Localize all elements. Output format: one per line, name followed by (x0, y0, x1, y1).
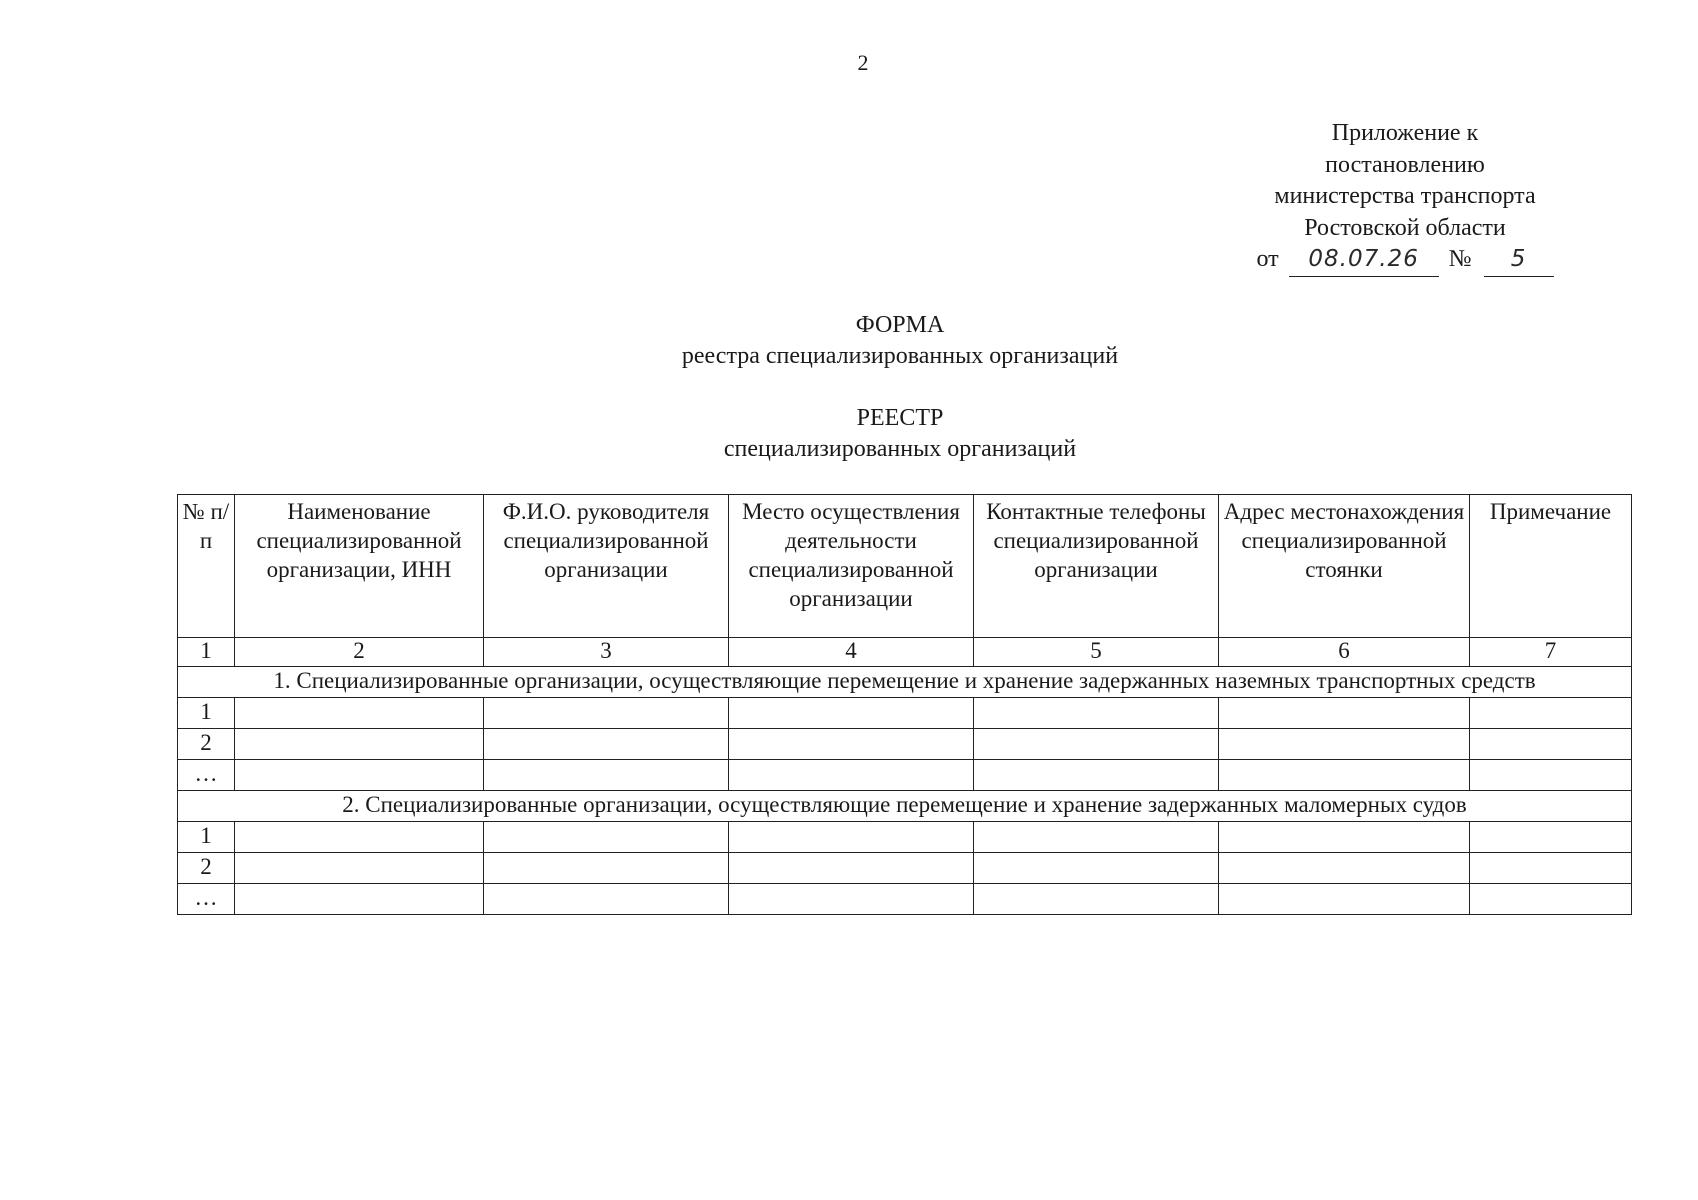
empty-cell (484, 729, 729, 760)
row-number: … (178, 760, 235, 791)
column-header: Контактные телефоны специализированной организации (974, 495, 1219, 638)
register-subtitle: специализированных организаций (723, 436, 1077, 462)
empty-cell (235, 729, 484, 760)
row-number: 1 (178, 698, 235, 729)
empty-cell (974, 822, 1219, 853)
column-header: № п/п (178, 495, 235, 638)
decree-reference (1230, 244, 1580, 277)
empty-cell (1219, 698, 1470, 729)
empty-cell (974, 760, 1219, 791)
row-number: 2 (178, 853, 235, 884)
empty-cell (235, 760, 484, 791)
column-header: Примечание (1470, 495, 1632, 638)
empty-cell (235, 698, 484, 729)
section-row (178, 791, 1632, 822)
section-title: 1. Специализированные организации, осуществляющие перемещение и хранение задержанных наземных транспортных средств (178, 667, 1632, 698)
empty-cell (484, 698, 729, 729)
number-label: № (1448, 246, 1472, 272)
column-number: 1 (178, 638, 235, 667)
column-number: 3 (484, 638, 729, 667)
column-header: Наименование специализированной организации, ИНН (235, 495, 484, 638)
appendix-block (1230, 118, 1580, 277)
empty-cell (974, 698, 1219, 729)
empty-cell (729, 853, 974, 884)
column-number-row (178, 638, 1632, 667)
page-number: 2 (857, 50, 869, 75)
empty-cell (729, 760, 974, 791)
column-header: Ф.И.О. руководителя специализированной организации (484, 495, 729, 638)
empty-cell (974, 884, 1219, 915)
column-header: Адрес местонахождения специализированной стоянки (1219, 495, 1470, 638)
form-heading (600, 310, 1200, 372)
empty-cell (1470, 698, 1632, 729)
row-number: 1 (178, 822, 235, 853)
table-row (178, 698, 1632, 729)
row-number: 2 (178, 729, 235, 760)
empty-cell (235, 884, 484, 915)
empty-cell (1470, 822, 1632, 853)
column-number: 6 (1219, 638, 1470, 667)
from-label: от (1256, 246, 1279, 272)
empty-cell (484, 884, 729, 915)
empty-cell (235, 853, 484, 884)
table-row (178, 884, 1632, 915)
appendix-line: Ростовской области (1304, 214, 1506, 241)
empty-cell (1219, 853, 1470, 884)
appendix-line: Приложение к (1331, 120, 1479, 146)
empty-cell (1470, 853, 1632, 884)
empty-cell (1219, 822, 1470, 853)
empty-cell (484, 822, 729, 853)
empty-cell (729, 698, 974, 729)
table-row (178, 729, 1632, 760)
register-heading (600, 403, 1200, 465)
form-subtitle: реестра специализированных организаций (681, 343, 1119, 369)
registry-table (177, 494, 1632, 915)
empty-cell (484, 760, 729, 791)
empty-cell (1470, 729, 1632, 760)
table-row (178, 853, 1632, 884)
row-number: … (178, 884, 235, 915)
empty-cell (235, 822, 484, 853)
column-number: 4 (729, 638, 974, 667)
decree-date: 08.07.26 (1289, 244, 1439, 277)
form-title: ФОРМА (855, 312, 945, 338)
empty-cell (1470, 760, 1632, 791)
appendix-line: постановлению (1325, 151, 1485, 178)
decree-number: 5 (1484, 244, 1554, 277)
empty-cell (729, 884, 974, 915)
empty-cell (974, 853, 1219, 884)
column-header: Место осуществления деятельности специализированной организации (729, 495, 974, 638)
empty-cell (729, 822, 974, 853)
table-row (178, 822, 1632, 853)
empty-cell (729, 729, 974, 760)
column-number: 7 (1470, 638, 1632, 667)
empty-cell (1219, 760, 1470, 791)
header-row (178, 495, 1632, 638)
empty-cell (1219, 729, 1470, 760)
empty-cell (1470, 884, 1632, 915)
column-number: 5 (974, 638, 1219, 667)
appendix-line: министерства транспорта (1274, 183, 1536, 209)
section-row (178, 667, 1632, 698)
empty-cell (974, 729, 1219, 760)
column-number: 2 (235, 638, 484, 667)
section-title: 2. Специализированные организации, осуществляющие перемещение и хранение задержанных маломерных судов (178, 791, 1632, 822)
table-row (178, 760, 1632, 791)
empty-cell (484, 853, 729, 884)
empty-cell (1219, 884, 1470, 915)
register-title: РЕЕСТР (856, 405, 944, 431)
